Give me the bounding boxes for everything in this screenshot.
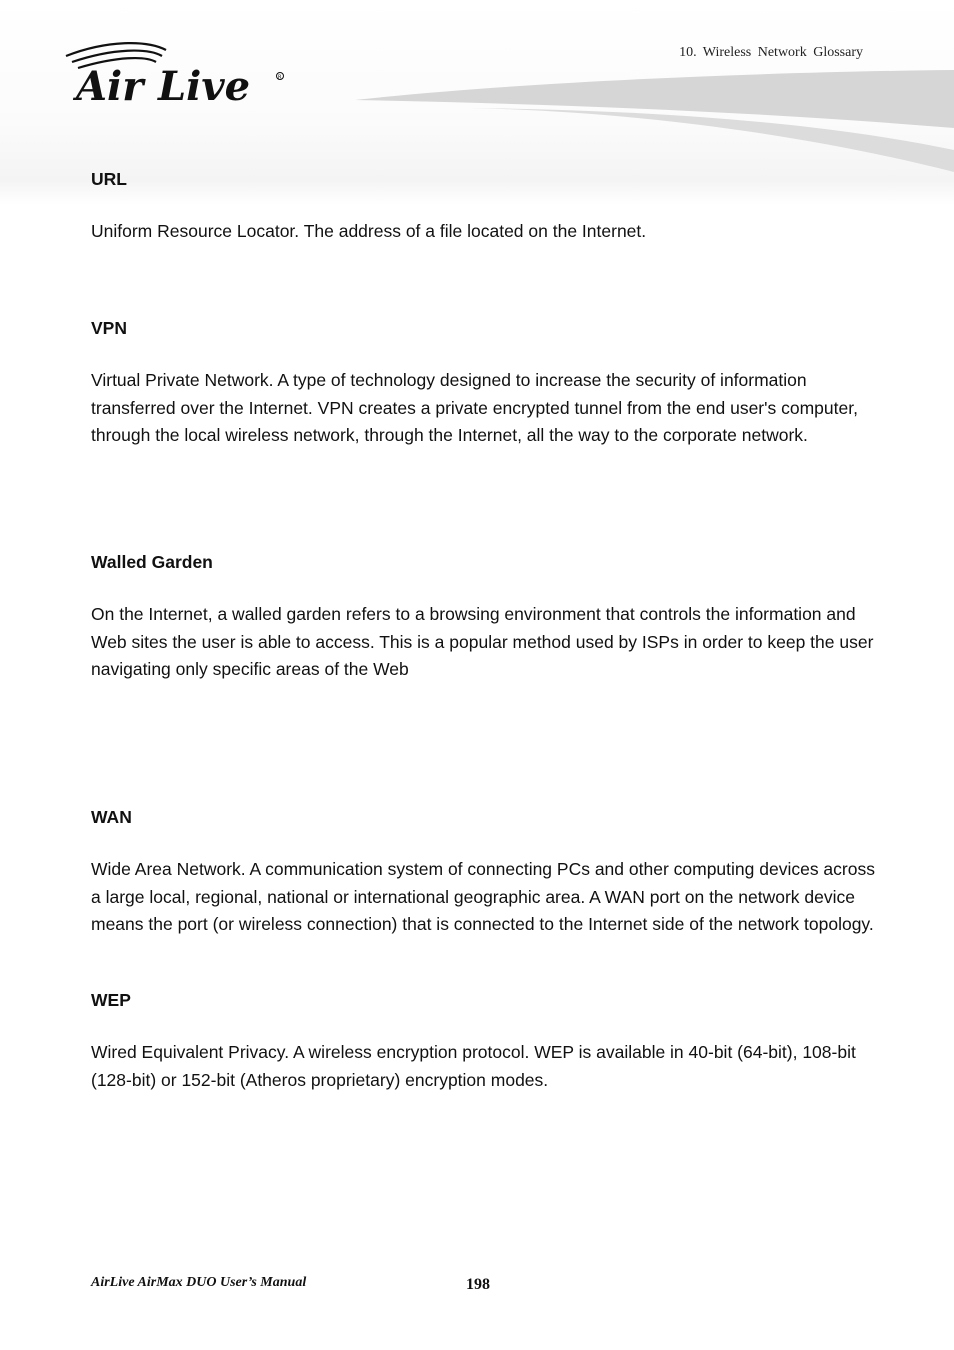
entry-term: VPN (91, 318, 127, 338)
svg-text:R: R (278, 74, 282, 81)
chapter-title: 10. Wireless Network Glossary (679, 45, 863, 60)
airlive-logo (62, 42, 292, 104)
glossary-entry-url (91, 169, 881, 246)
glossary-entry-walled-garden (91, 552, 881, 684)
entry-definition: Uniform Resource Locator. The address of a file located on the Internet. (91, 221, 647, 241)
entry-term: Walled Garden (91, 552, 213, 572)
entry-term: WEP (91, 990, 131, 1010)
svg-text:Air: Air (76, 63, 144, 104)
entry-definition: Wide Area Network. A communication system of connecting PCs and other computing devices across a large local, regional, national or international geographic area. A WAN port on the network device means the port (or wireless connection) that is connected to the Internet side of the network topology. (91, 859, 875, 935)
glossary-entry-vpn (91, 318, 881, 450)
glossary-entry-wan (91, 807, 881, 939)
entry-definition: Wired Equivalent Privacy. A wireless encryption protocol. WEP is available in 40-bit (64-bit), 108-bit (128-bit) or 152-bit (Atheros proprietary) encryption modes. (91, 1042, 856, 1090)
entry-definition: On the Internet, a walled garden refers to a browsing environment that controls the information and Web sites the user is able to access. This is a popular method used by ISPs in order to keep the user navigating only specific areas of the Web (91, 604, 874, 680)
glossary-entry-wep (91, 990, 881, 1094)
svg-text:Live: Live (158, 63, 251, 104)
entry-term: WAN (91, 807, 132, 827)
page-number: 198 (466, 1276, 490, 1293)
manual-title: AirLive AirMax DUO User’s Manual (91, 1275, 307, 1290)
entry-definition: Virtual Private Network. A type of technology designed to increase the security of information transferred over the Internet. VPN creates a private encrypted tunnel from the end user's computer, through the local wireless network, through the Internet, all the way to the corporate network. (91, 370, 858, 446)
entry-term: URL (91, 169, 127, 189)
